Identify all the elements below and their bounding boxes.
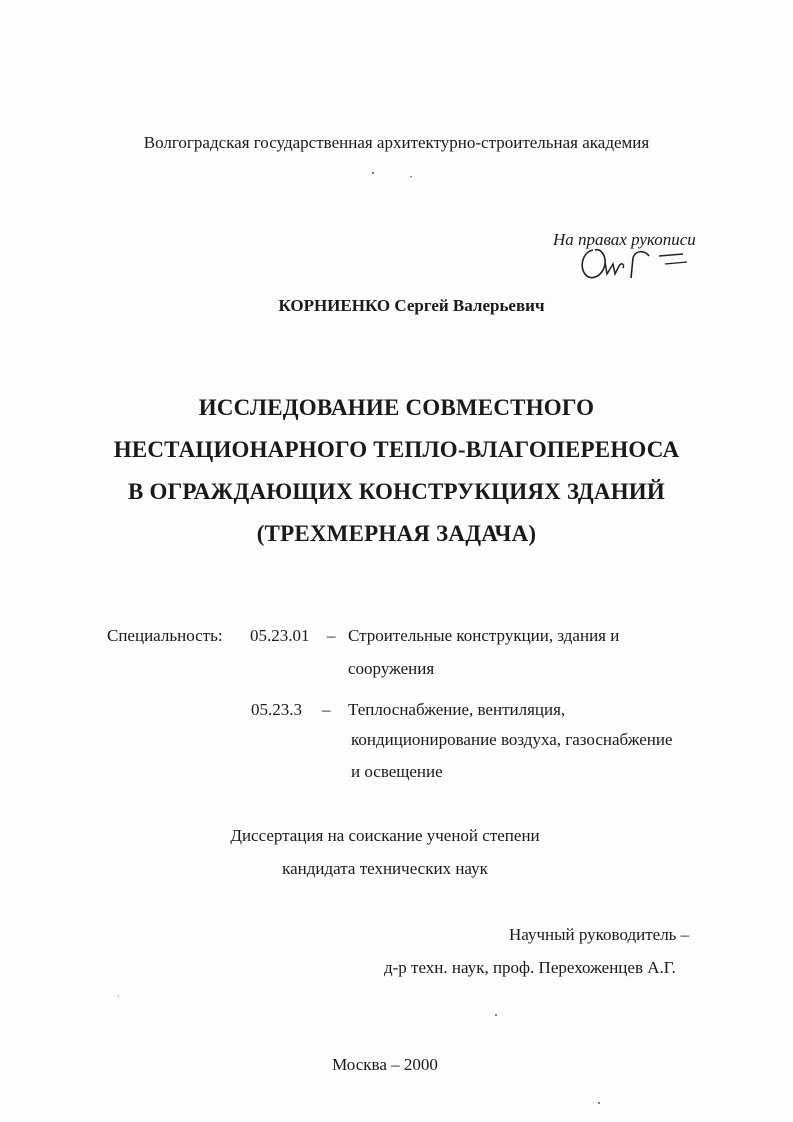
city-year: Москва – 2000 — [332, 1055, 438, 1074]
specialty-2-line-1: Теплоснабжение, вентиляция, — [348, 700, 566, 719]
title-line-1: ИССЛЕДОВАНИЕ СОВМЕСТНОГО — [198, 395, 595, 420]
institution-name: Волгоградская государственная архитектурно-строительная академия — [143, 133, 650, 152]
dissertation-line-2: кандидата технических наук — [282, 859, 488, 878]
author-name: КОРНИЕНКО Сергей Валерьевич — [278, 296, 545, 315]
scan-speck — [410, 176, 412, 177]
scan-speck — [118, 996, 119, 997]
specialty-2-line-2: кондиционирование воздуха, газоснабжение — [351, 730, 673, 749]
scan-speck — [495, 1014, 497, 1016]
specialty-code-1: 05.23.01 — [250, 626, 310, 645]
specialty-2-line-3: и освещение — [351, 762, 443, 781]
scan-speck — [372, 172, 374, 174]
manuscript-note: На правах рукописи — [553, 230, 696, 249]
title-line-4: (ТРЕХМЕРНАЯ ЗАДАЧА) — [256, 521, 537, 546]
signature — [575, 238, 695, 288]
specialty-1-line-2: сооружения — [348, 659, 435, 678]
supervisor-line-1: Научный руководитель – — [509, 925, 690, 944]
title-line-3: В ОГРАЖДАЮЩИХ КОНСТРУКЦИЯХ ЗДАНИЙ — [128, 479, 665, 504]
specialty-dash-1: – — [327, 626, 336, 645]
specialty-1-line-1: Строительные конструкции, здания и — [348, 626, 620, 645]
title-line-2: НЕСТАЦИОНАРНОГО ТЕПЛО-ВЛАГОПЕРЕНОСА — [113, 437, 680, 462]
dissertation-line-1: Диссертация на соискание ученой степени — [230, 826, 540, 845]
specialty-dash-2: – — [322, 700, 331, 719]
specialty-label: Специальность: — [107, 626, 223, 645]
supervisor-line-2: д-р техн. наук, проф. Перехоженцев А.Г. — [384, 958, 676, 977]
specialty-code-2: 05.23.3 — [251, 700, 302, 719]
scan-speck — [598, 1102, 600, 1104]
